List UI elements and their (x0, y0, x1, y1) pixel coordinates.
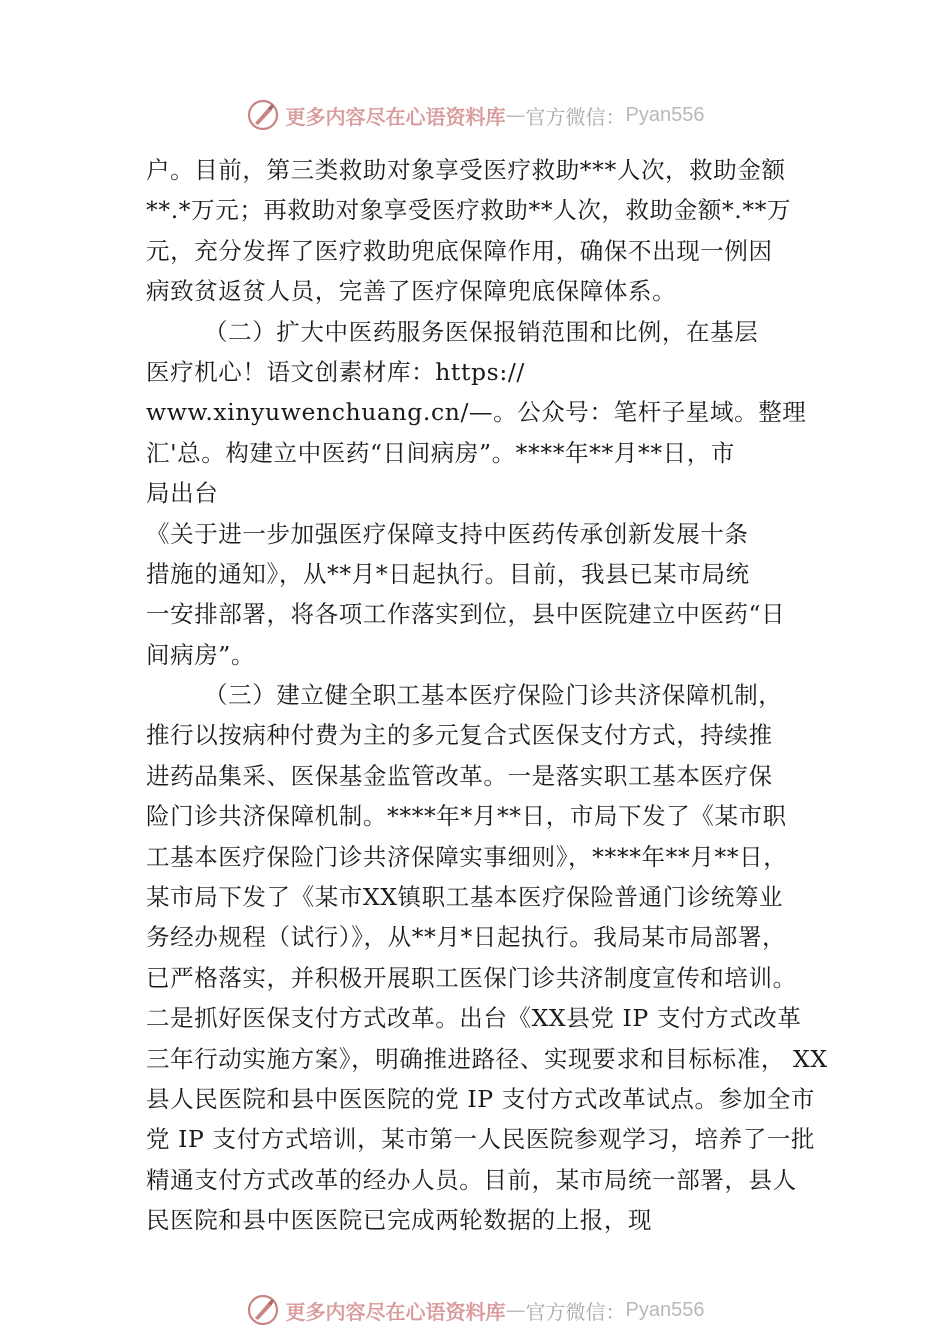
banner-wechat-label: 官方微信： (525, 1299, 626, 1324)
text-line: 元，充分发挥了医疗救助兜底保障作用，确保不出现一例因 (146, 236, 773, 265)
brush-logo-icon (246, 1293, 280, 1327)
text-line: 险门诊共济保障机制。****年*月**日，市局下发了《某市职 (146, 802, 787, 831)
text-line: 推行以按病种付费为主的多元复合式医保支付方式，持续推 (146, 721, 773, 750)
text-line: 病致贫返贫人员，完善了医疗保障兜底保障体系。 (146, 277, 677, 306)
text-line: 局出台 (146, 479, 219, 508)
banner-dash: — (505, 103, 526, 127)
text-line: 三年行动实施方案》，明确推进路径、实现要求和目标标准， XX (146, 1044, 828, 1073)
text-line: 务经办规程（试行）》，从**月*日起执行。我局某市局部署， (146, 923, 787, 952)
document-body (146, 150, 830, 1241)
footer-banner (0, 1290, 950, 1330)
text-line: 《关于进一步加强医疗保障支持中医药传承创新发展十条 (146, 519, 749, 548)
text-line: 党 IP 支付方式培训，某市第一人民医院参观学习，培养了一批 (146, 1125, 816, 1154)
text-line: 已严格落实，并积极开展职工医保门诊共济制度宣传和培训。 (146, 963, 797, 992)
text-line: 县人民医院和县中医医院的党 IP 支付方式改革试点。参加全市 (146, 1084, 816, 1113)
text-line: 二是抓好医保支付方式改革。出台《XX县党 IP 支付方式改革 (146, 1004, 802, 1033)
banner-text: 更多内容尽在心语资料库 (285, 1299, 506, 1324)
text-line: 间病房”。 (146, 640, 256, 669)
text-line: 户。目前，第三类救助对象享受医疗救助***人次，救助金额 (146, 156, 786, 184)
banner-wechat-id: Pyan556 (625, 103, 705, 126)
section-heading-3: （三）建立健全职工基本医疗保险门诊共济保障机制， (204, 681, 783, 710)
text-line: 民医院和县中医医院已完成两轮数据的上报，现 (146, 1206, 653, 1235)
text-line: 精通支付方式改革的经办人员。目前，某市局统一部署，县人 (146, 1165, 797, 1194)
banner-wechat-id: Pyan556 (625, 1298, 705, 1321)
text-line: 措施的通知》，从**月*日起执行。目前，我县已某市局统 (146, 559, 750, 588)
text-line: www.xinyuwenchuang.cn/—。公众号：笔杆子星域。整理 (146, 398, 807, 427)
text-line: 某市局下发了《某市XX镇职工基本医疗保险普通门诊统筹业 (146, 883, 784, 912)
text-line: 汇'总。构建立中医药“日间病房”。****年**月**日，市 (146, 438, 735, 467)
text-line: 一安排部署，将各项工作落实到位，县中医院建立中医药“日 (146, 600, 786, 629)
section-heading-2: （二）扩大中医药服务医保报销范围和比例，在基层 (204, 317, 759, 346)
text-line: 工基本医疗保险门诊共济保障实事细则》，****年**月**日， (146, 842, 788, 871)
text-line: 医疗机心！语文创素材库：https:// (146, 357, 525, 386)
banner-text: 更多内容尽在心语资料库 (285, 104, 506, 129)
banner-dash: — (505, 1298, 526, 1322)
header-banner (0, 95, 950, 135)
brush-logo-icon (246, 98, 280, 132)
text-line: **.*万元；再救助对象享受医疗救助**人次，救助金额*.**万 (146, 196, 792, 225)
text-line: 进药品集采、医保基金监管改革。一是落实职工基本医疗保 (146, 761, 773, 790)
banner-wechat-label: 官方微信： (525, 104, 626, 129)
